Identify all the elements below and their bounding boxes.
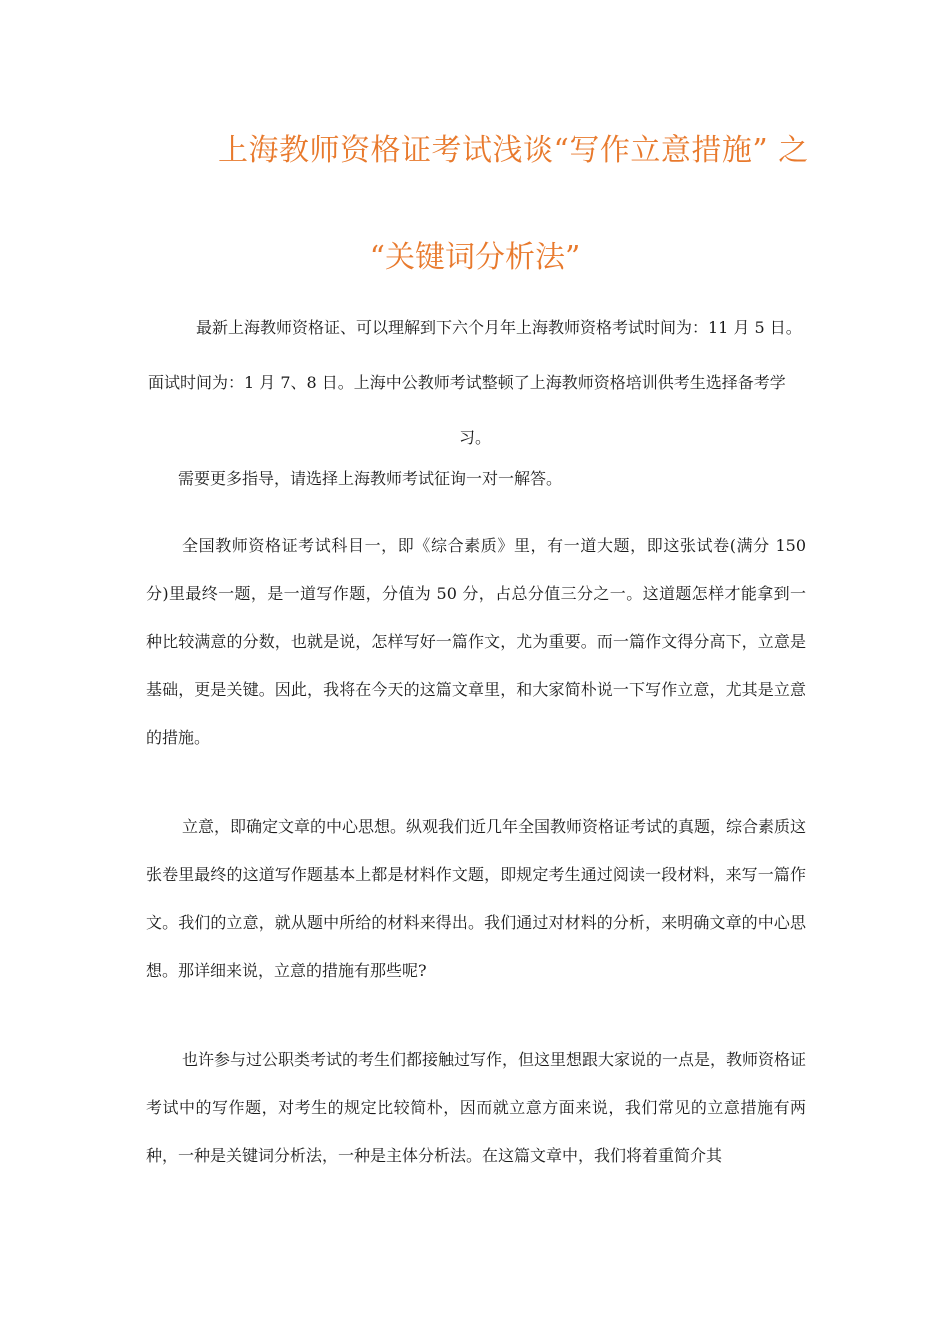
intro-line-1: 最新上海教师资格证、可以理解到下六个月年上海教师资格考试时间为：11 月 5 日。: [196, 318, 802, 337]
body-paragraph: 全国教师资格证考试科目一，即《综合素质》里，有一道大题，即这张试卷(满分 150 分)里最终一题，是一道写作题，分值为 50 分，占总分值三分之一。这道题怎样才能拿到一种比较满意的分数，也就是说，怎样写好一篇作文，尤为重要。而一篇作文得分高下，立意是基础，更是关键。因此，我将在今天的这篇文章里，和大家简朴说一下写作立意，尤其是立意的措施。: [146, 536, 806, 747]
intro-line-3: 习。: [458, 428, 491, 447]
document-title-line-2: “关键词分析法”: [369, 240, 581, 275]
body-paragraph: 也许参与过公职类考试的考生们都接触过写作，但这里想跟大家说的一点是，教师资格证考试中的写作题，对考生的规定比较简朴，因而就立意方面来说，我们常见的立意措施有两种，一种是关键词分析法，一种是主体分析法。在这篇文章中，我们将着重简介其: [146, 1050, 807, 1165]
document-title-line-1: 上海教师资格证考试浅谈“写作立意措施” 之: [218, 133, 809, 168]
body-paragraph: 立意，即确定文章的中心思想。纵观我们近几年全国教师资格证考试的真题，综合素质这张卷里最终的这道写作题基本上都是材料作文题，即规定考生通过阅读一段材料，来写一篇作文。我们的立意，就从题中所给的材料来得出。我们通过对材料的分析，来明确文章的中心思想。那详细来说，立意的措施有那些呢?: [146, 817, 807, 980]
intro-line-2: 面试时间为：1 月 7、8 日。上海中公教师考试整顿了上海教师资格培训供考生选择备考学: [148, 373, 786, 392]
intro-line-4: 需要更多指导，请选择上海教师考试征询一对一解答。: [178, 469, 563, 488]
